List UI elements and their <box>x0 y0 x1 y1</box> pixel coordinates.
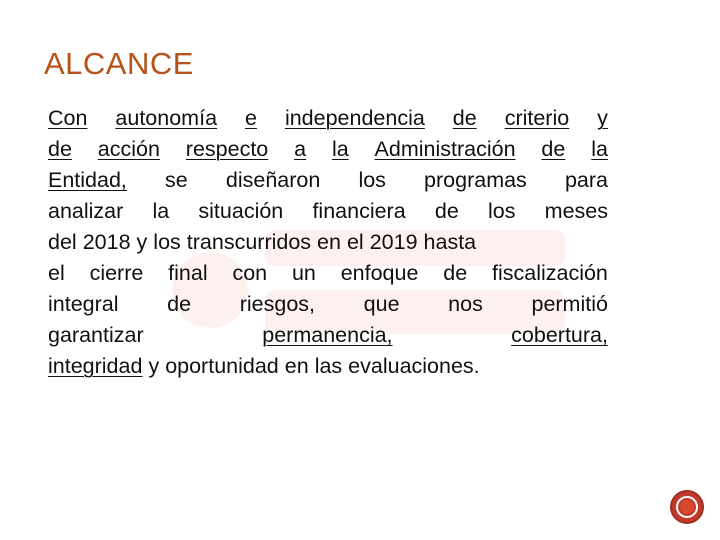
word: oportunidad <box>165 354 279 378</box>
text-line <box>48 351 608 382</box>
word: que <box>363 292 400 316</box>
word: integridad <box>48 354 143 378</box>
word: los <box>358 168 386 192</box>
text-line <box>48 227 608 258</box>
word: de <box>434 199 459 223</box>
word: cierre <box>89 261 144 285</box>
text-line <box>48 165 608 196</box>
word: para <box>564 168 608 192</box>
word: en <box>284 354 309 378</box>
word: evaluaciones. <box>348 354 480 378</box>
word: fiscalización <box>491 261 608 285</box>
word: respecto <box>185 137 269 161</box>
word: riesgos, <box>239 292 316 316</box>
text-line <box>48 289 608 320</box>
word: diseñaron <box>225 168 321 192</box>
word: los <box>487 199 516 223</box>
word: a <box>294 137 307 161</box>
word: de <box>167 292 192 316</box>
word: Con <box>48 106 88 130</box>
text-line <box>48 134 608 165</box>
word: e <box>245 106 257 130</box>
word: de <box>443 261 468 285</box>
word: autonomía <box>115 106 218 130</box>
word: criterio <box>504 106 570 130</box>
word: transcurridos <box>186 230 312 254</box>
word: nos <box>448 292 483 316</box>
word: analizar <box>48 199 124 223</box>
next-slide-icon-core <box>680 500 694 514</box>
word: meses <box>544 199 608 223</box>
word: 2019 <box>369 230 418 254</box>
word: con <box>232 261 268 285</box>
text-line <box>48 320 608 351</box>
word: de <box>452 106 477 130</box>
word: se <box>165 168 188 192</box>
word: independencia <box>284 106 425 130</box>
word: permitió <box>531 292 608 316</box>
next-slide-icon <box>676 496 698 518</box>
word: las <box>314 354 343 378</box>
word: la <box>152 199 170 223</box>
word: el <box>48 261 65 285</box>
word: financiera <box>312 199 406 223</box>
word: situación <box>198 199 284 223</box>
word: un <box>291 261 316 285</box>
word: y <box>136 230 148 254</box>
word: integral <box>48 292 119 316</box>
slide-title: ALCANCE <box>44 46 194 81</box>
word: garantizar <box>48 323 144 347</box>
word: y <box>597 106 608 130</box>
word: la <box>591 137 608 161</box>
text-line <box>48 196 608 227</box>
slide-body <box>48 103 608 382</box>
word: de <box>541 137 566 161</box>
word: y <box>148 354 160 378</box>
word: permanencia, <box>262 323 393 347</box>
word: en <box>317 230 341 254</box>
word: programas <box>424 168 527 192</box>
word: final <box>168 261 208 285</box>
word: el <box>346 230 364 254</box>
word: la <box>331 137 349 161</box>
word: enfoque <box>340 261 419 285</box>
word: los <box>153 230 181 254</box>
word: Administración <box>374 137 516 161</box>
word: cobertura, <box>511 323 608 347</box>
word: Entidad, <box>48 168 127 192</box>
word: del <box>48 230 77 254</box>
next-slide-button[interactable] <box>670 490 704 524</box>
word: 2018 <box>82 230 131 254</box>
word: acción <box>97 137 160 161</box>
word: de <box>48 137 72 161</box>
text-line <box>48 258 608 289</box>
text-line <box>48 103 608 134</box>
word: hasta <box>423 230 477 254</box>
